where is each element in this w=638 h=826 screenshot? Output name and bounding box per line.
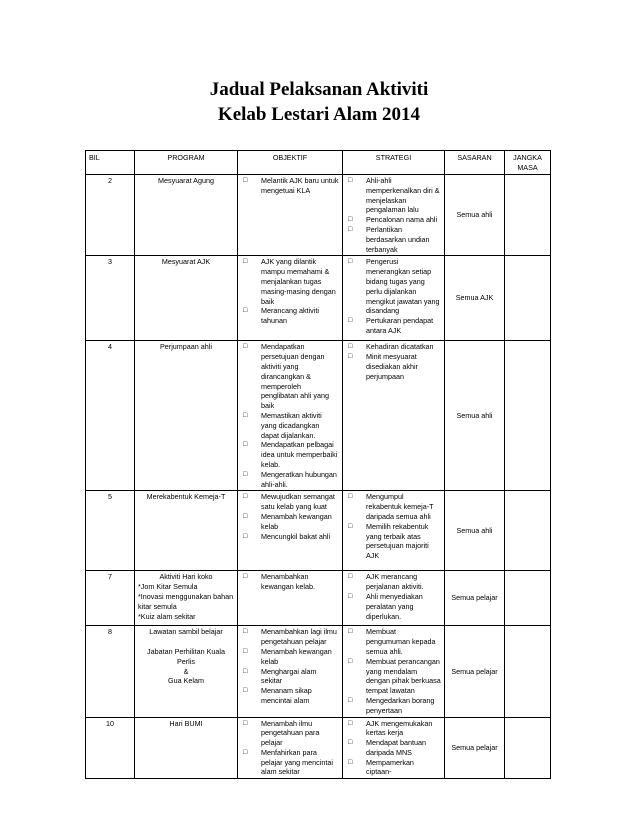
- row-jangka-masa: [505, 571, 551, 626]
- row-program: [135, 491, 238, 571]
- objektif-item: □ Menambah kewangan kelab: [241, 512, 339, 532]
- program-line: Gua Kelam: [168, 676, 204, 686]
- row-strategi: [343, 491, 445, 571]
- strategi-item: □ Mengedarkan borang penyertaan: [346, 696, 441, 716]
- program-line: Hari BUMI: [169, 718, 203, 728]
- strategi-item: □ Membuat pengumuman kepada semua ahli.: [346, 627, 441, 656]
- row-objektif: [238, 717, 343, 779]
- row-objektif: [238, 491, 343, 571]
- table-row: [86, 571, 551, 626]
- row-bil: 4: [86, 341, 135, 491]
- strategi-list: [346, 492, 441, 561]
- program-line: Mesyuarat Agung: [158, 176, 214, 185]
- header-program: PROGRAM: [135, 151, 238, 175]
- strategi-item: □ Kehadiran dicatatkan: [346, 342, 441, 352]
- row-jangka-masa: [505, 491, 551, 571]
- objektif-item: □ Mendapatkan pelbagai idea untuk memperbaiki kelab.: [241, 440, 339, 469]
- objektif-item: □ Menambah ilmu pengetahuan para pelajar: [241, 719, 339, 748]
- row-sasaran: Semua pelajar: [445, 717, 505, 779]
- row-bil: 7: [86, 571, 135, 626]
- table-row: [86, 491, 551, 571]
- program-line: Perjumpaan ahli: [160, 342, 212, 352]
- header-sasaran: SASARAN: [445, 151, 505, 175]
- strategi-list: [346, 719, 441, 778]
- table-row: [86, 717, 551, 779]
- row-sasaran: Semua ahli: [445, 491, 505, 571]
- objektif-item: □ Mencungkil bakat ahli: [241, 532, 339, 542]
- program-line: Merekabentuk Kemeja-T: [146, 492, 226, 502]
- row-jangka-masa: [505, 717, 551, 779]
- objektif-item: □ Mendapatkan persetujuan dengan aktiviti yang dirancangkan & memperoleh penglibatan ahli yang baik: [241, 342, 339, 411]
- strategi-item: □ Mempamerkan ciptaan-: [346, 758, 441, 778]
- strategi-list: [346, 572, 441, 621]
- row-jangka-masa: [505, 256, 551, 341]
- row-sasaran: Semua pelajar: [445, 626, 505, 717]
- document-subtitle: Kelab Lestari Alam 2014: [217, 104, 421, 125]
- row-strategi: [343, 256, 445, 341]
- program-line: *Inovasi menggunakan bahan kitar semula: [138, 591, 234, 611]
- row-program: [135, 717, 238, 779]
- header-strategi: STRATEGI: [343, 151, 445, 175]
- row-jangka-masa: [505, 626, 551, 717]
- row-program: [135, 175, 238, 256]
- strategi-item: □ Perlantikan berdasarkan undian terbanyak: [346, 225, 441, 254]
- row-bil: 2: [86, 175, 135, 256]
- objektif-item: □ Menambah kewangan kelab: [241, 647, 339, 667]
- row-strategi: [343, 717, 445, 779]
- objektif-list: [241, 719, 339, 778]
- strategi-item: □ Pertukaran pendapat antara AJK: [346, 316, 441, 336]
- objektif-item: □ Melantik AJK baru untuk mengetuai KLA: [241, 176, 339, 196]
- objektif-list: [241, 627, 339, 705]
- strategi-list: [346, 342, 441, 381]
- objektif-item: □ Mewujudkan semangat satu kelab yang kuat: [241, 492, 339, 512]
- objektif-item: □ Memastikan aktiviti yang dicadangkan dapat dijalankan.: [241, 411, 339, 440]
- program-line: Lawatan sambil belajar: [149, 627, 223, 637]
- row-sasaran: Semua ahli: [445, 175, 505, 256]
- table-row: [86, 175, 551, 256]
- strategi-item: □ Memilih rekabentuk yang terbaik atas persetujuan majoriti AJK: [346, 522, 441, 561]
- strategi-item: □ AJK mengemukakan kertas kerja: [346, 719, 441, 739]
- row-bil: 5: [86, 491, 135, 571]
- header-objektif: OBJEKTIF: [238, 151, 343, 175]
- objektif-list: [241, 257, 339, 326]
- objektif-item: □ AJK yang dilantik mampu memahami & menjalankan tugas masing-masing dengan baik: [241, 257, 339, 306]
- activity-schedule-table: [85, 150, 551, 779]
- program-line: *Jom Kitar Semula: [138, 582, 198, 592]
- program-line: *Kuiz alam sekitar: [138, 611, 196, 621]
- program-line: Jabatan Perhilitan Kuala Perlis: [147, 646, 225, 666]
- row-program: [135, 341, 238, 491]
- strategi-item: □ Ahli-ahli memperkenalkan diri & menjelaskan pengalaman lalu: [346, 176, 441, 215]
- objektif-item: □ Menambahkan lagi ilmu pengetahuan pelajar: [241, 627, 339, 647]
- objektif-item: □ Mengeratkan hubungan ahli-ahli.: [241, 470, 339, 490]
- program-line: [138, 637, 234, 647]
- program-line: Aktiviti Hari koko: [159, 572, 213, 582]
- row-program: [135, 256, 238, 341]
- objektif-list: [241, 342, 339, 489]
- row-objektif: [238, 175, 343, 256]
- objektif-item: □ Merancang aktiviti tahunan: [241, 306, 339, 326]
- row-objektif: [238, 626, 343, 717]
- header-jangka-masa: JANGKA MASA: [505, 151, 551, 175]
- row-jangka-masa: [505, 341, 551, 491]
- row-objektif: [238, 256, 343, 341]
- row-bil: 8: [86, 626, 135, 717]
- objektif-list: [241, 572, 339, 592]
- row-sasaran: Semua pelajar: [445, 571, 505, 626]
- header-bil: BIL: [86, 151, 135, 175]
- table-body: [86, 175, 551, 779]
- strategi-list: [346, 176, 441, 254]
- row-strategi: [343, 626, 445, 717]
- strategi-item: □ Mendapat bantuan daripada MNS: [346, 738, 441, 758]
- strategi-list: [346, 257, 441, 335]
- row-program: [135, 626, 238, 717]
- row-bil: 3: [86, 256, 135, 341]
- objektif-item: □ Menfahirkan para pelajar yang mencintai alam sekitar: [241, 748, 339, 777]
- strategi-item: □ Pencalonan nama ahli: [346, 215, 441, 225]
- strategi-item: □ Mengumpul rekabentuk kemeja-T daripada semua ahli: [346, 492, 441, 521]
- row-sasaran: Semua ahli: [445, 341, 505, 491]
- objektif-item: □ Menghargai alam sekitar: [241, 667, 339, 687]
- row-strategi: [343, 341, 445, 491]
- row-sasaran: Semua AJK: [445, 256, 505, 341]
- row-objektif: [238, 571, 343, 626]
- strategi-list: [346, 627, 441, 715]
- row-strategi: [343, 571, 445, 626]
- program-line: Mesyuarat AJK: [161, 257, 211, 267]
- objektif-list: [241, 492, 339, 541]
- row-program: [135, 571, 238, 626]
- strategi-item: □ Ahli menyediakan peralatan yang diperlukan.: [346, 592, 441, 621]
- objektif-item: □ Menanam sikap mencintai alam: [241, 686, 339, 706]
- row-strategi: [343, 175, 445, 256]
- strategi-item: □ AJK merancang perjalanan aktiviti.: [346, 572, 441, 592]
- row-jangka-masa: [505, 175, 551, 256]
- document-title: Jadual Pelaksanan Aktiviti: [209, 79, 429, 100]
- table-row: [86, 626, 551, 717]
- row-objektif: [238, 341, 343, 491]
- table-row: [86, 341, 551, 491]
- objektif-list: [241, 176, 339, 196]
- strategi-item: □ Pengerusi menerangkan setiap bidang tugas yang perlu dijalankan mengikut jawatan yang disandang: [346, 257, 441, 316]
- strategi-item: □ Membuat perancangan yang mendalam dengan pihak berkuasa tempat lawatan: [346, 657, 441, 696]
- objektif-item: □ Menambahkan kewangan kelab.: [241, 572, 339, 592]
- table-row: [86, 256, 551, 341]
- row-bil: 10: [86, 717, 135, 779]
- strategi-item: □ Minit mesyuarat disediakan akhir perjumpaan: [346, 352, 441, 381]
- program-line: &: [183, 666, 189, 676]
- table-header-row: [86, 151, 551, 175]
